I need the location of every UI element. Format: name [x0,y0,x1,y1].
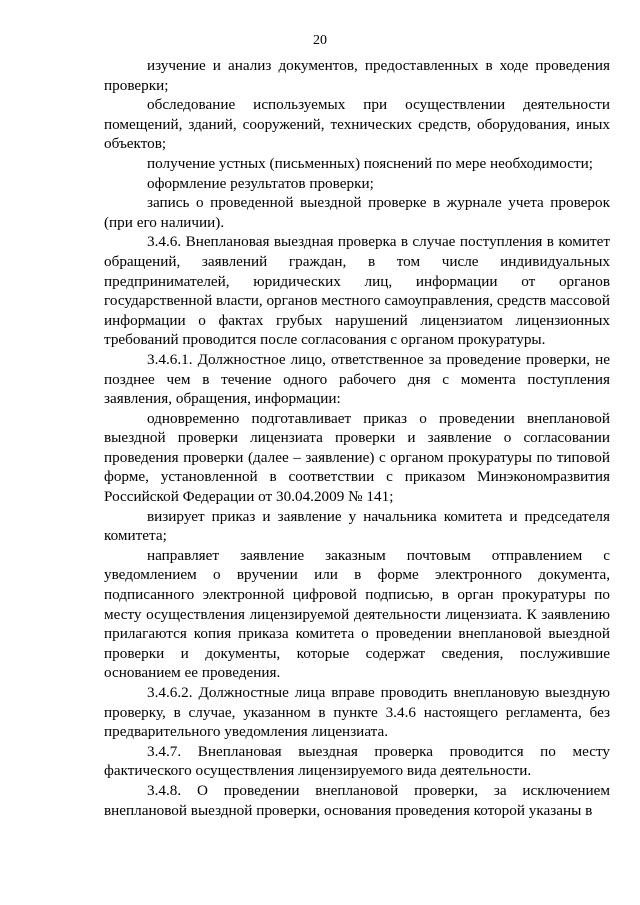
paragraph: запись о проведенной выездной проверке в журнале учета проверок (при его наличии). [104,194,610,231]
paragraph: 3.4.6.2. Должностные лица вправе проводить внеплановую выездную проверку, в случае, указанном в пункте 3.4.6 настоящего регламента, без предварительного уведомления лицензиата. [104,684,610,741]
paragraph: 3.4.8. О проведении внеплановой проверки, за исключением внеплановой выездной проверки, основания проведения которой указаны в [104,781,610,819]
paragraph: обследование используемых при осуществлении деятельности помещений, зданий, сооружений, технических средств, оборудования, иных объектов; [104,96,610,153]
paragraph: 3.4.6. Внеплановая выездная проверка в случае поступления в комитет обращений, заявлений граждан, в том числе индивидуальных предпринимателей, юридических лиц, информации от органов государственной власти, органов местного самоуправления, средств массовой информации о фактах грубых нарушений лицензиатом лицензионных требований проводится после согласования с органом прокуратуры. [104,233,610,349]
paragraph: получение устных (письменных) пояснений по мере необходимости; [147,154,593,172]
document-body [104,56,610,820]
paragraph: направляет заявление заказным почтовым отправлением с уведомлением о вручении или в форме электронного документа, подписанного электронной цифровой подписью, в орган прокуратуры по месту осуществления лицензируемой деятельности лицензиата. К заявлению прилагаются копия приказа комитета о проведении внеплановой выездной проверки и документы, которые содержат сведения, послужившие основанием ее проведения. [104,546,610,682]
paragraph: оформление результатов проверки; [147,174,374,192]
paragraph: 3.4.7. Внеплановая выездная проверка проводится по месту фактического осуществления лицензируемого вида деятельности. [104,742,610,780]
page-number: 20 [313,33,327,48]
paragraph: одновременно подготавливает приказ о проведении внеплановой выездной проверки лицензиата проверки и заявление о согласовании проведения проверки (далее – заявление) с органом прокуратуры по типовой форме, установленной в соответствии с приказом Минэкономразвития Российской Федерации от 30.04.2009 № 141; [104,409,610,506]
paragraph: 3.4.6.1. Должностное лицо, ответственное за проведение проверки, не позднее чем в течение одного рабочего дня с момента поступления заявления, обращения, информации: [104,350,610,408]
paragraph: изучение и анализ документов, предоставленных в ходе проведения проверки; [104,57,610,94]
paragraph: визирует приказ и заявление у начальника комитета и председателя комитета; [104,507,610,545]
